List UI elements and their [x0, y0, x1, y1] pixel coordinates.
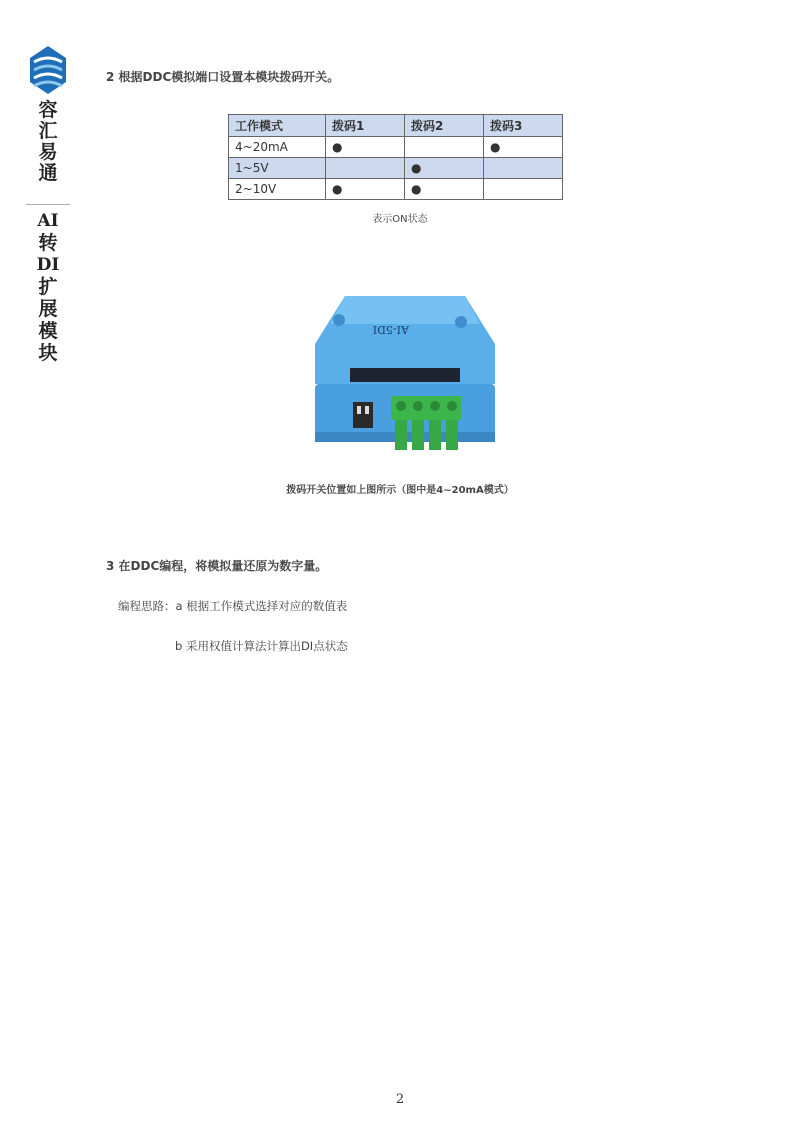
- table-cell: [326, 158, 405, 179]
- programming-step-b: b 采用权值计算法计算出DI点状态: [175, 639, 348, 653]
- table-cell: ●: [405, 179, 484, 200]
- table-cell: ●: [484, 137, 563, 158]
- dip-switch-table: [228, 114, 563, 200]
- table-cell: ●: [405, 158, 484, 179]
- table-header-cell: 拨码2: [405, 115, 484, 137]
- table-cell: [484, 179, 563, 200]
- sidebar-divider: [26, 204, 70, 205]
- table-header-row: [229, 115, 563, 137]
- table-cell: [405, 137, 484, 158]
- table-row: [229, 137, 563, 158]
- table-caption: 表示ON状态: [372, 214, 428, 225]
- table-cell: 4~20mA: [229, 137, 326, 158]
- document-subtitle: AI 转 DI 扩 展 模 块: [36, 211, 60, 364]
- table-cell: 1~5V: [229, 158, 326, 179]
- table-header-cell: 拨码3: [484, 115, 563, 137]
- page-number: 2: [395, 1092, 405, 1107]
- table-cell: [484, 158, 563, 179]
- table-header-cell: 工作模式: [229, 115, 326, 137]
- brand-logo-icon: [28, 44, 68, 96]
- module-label: AI-5DI: [372, 323, 409, 336]
- table-cell: 2~10V: [229, 179, 326, 200]
- table-row: [229, 158, 563, 179]
- table-header-cell: 拨码1: [326, 115, 405, 137]
- module-photo: [305, 284, 505, 466]
- table-cell: ●: [326, 137, 405, 158]
- photo-caption: 拨码开关位置如上图所示（图中是4~20mA模式）: [286, 485, 514, 496]
- brand-name: 容 汇 易 通: [38, 99, 58, 184]
- programming-step-a: 编程思路：a 根据工作模式选择对应的数值表: [118, 599, 348, 613]
- section-2-heading: 2 根据DDC模拟端口设置本模块拨码开关。: [106, 70, 340, 84]
- dip-switch-icon: [353, 402, 373, 428]
- section-3-heading: 3 在DDC编程，将模拟量还原为数字量。: [106, 559, 328, 573]
- table-cell: ●: [326, 179, 405, 200]
- table-row: [229, 179, 563, 200]
